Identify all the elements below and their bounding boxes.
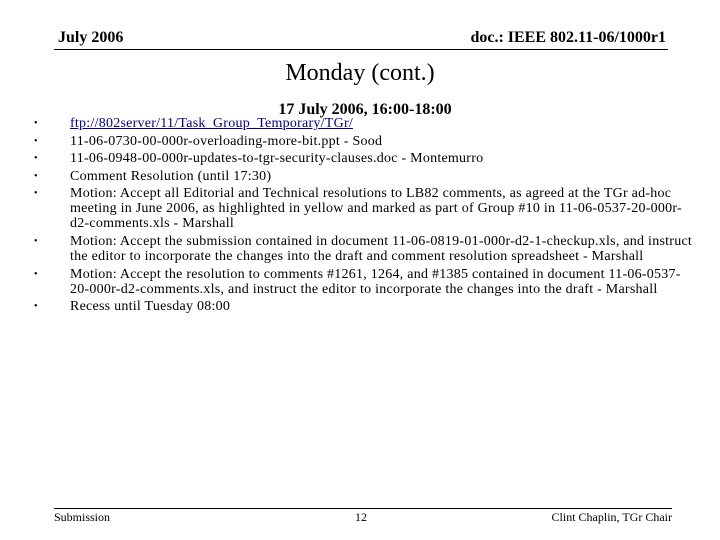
agenda-item-text: Recess until Tuesday 08:00 bbox=[70, 299, 231, 315]
bullet-icon: • bbox=[34, 188, 38, 200]
header-divider bbox=[54, 49, 668, 50]
agenda-item bbox=[34, 234, 694, 264]
bullet-icon: • bbox=[34, 268, 38, 280]
footer-divider bbox=[54, 508, 672, 509]
agenda-item-text: 11-06-0730-00-000r-overloading-more-bit.ppt - Sood bbox=[70, 133, 383, 149]
agenda-item-text: Motion: Accept the submission contained in document 11-06-0819-01-000r-d2-1-checkup.xls, and instruct the editor to incorporate the changes into the draft and comment resolution spreadsheet - Marshall bbox=[70, 233, 693, 264]
agenda-list bbox=[34, 116, 694, 317]
bullet-icon: • bbox=[34, 301, 38, 313]
bullet-icon: • bbox=[34, 135, 38, 147]
footer-page-number: 12 bbox=[355, 510, 367, 524]
agenda-item bbox=[34, 134, 694, 149]
footer-submission: Submission bbox=[54, 510, 111, 524]
bullet-icon: • bbox=[34, 153, 38, 165]
slide-title: Monday (cont.) bbox=[285, 60, 435, 86]
agenda-item bbox=[34, 267, 694, 297]
agenda-item[interactable] bbox=[34, 116, 694, 131]
header-doc-id: doc.: IEEE 802.11-06/1000r1 bbox=[470, 29, 666, 46]
bullet-icon: • bbox=[34, 235, 38, 247]
agenda-item-text: Comment Resolution (until 17:30) bbox=[70, 168, 272, 184]
agenda-item-text: 11-06-0948-00-000r-updates-to-tgr-security-clauses.doc - Montemurro bbox=[70, 151, 484, 167]
agenda-item-text: Motion: Accept the resolution to comments #1261, 1264, and #1385 contained in document 11-06-0537-20-000r-d2-comments.xls, and instruct the editor to incorporate the changes into the draft - Marshall bbox=[70, 266, 681, 297]
agenda-item bbox=[34, 169, 694, 184]
agenda-item bbox=[34, 299, 694, 314]
bullet-icon: • bbox=[34, 118, 38, 129]
agenda-item bbox=[34, 186, 694, 231]
ftp-link[interactable]: ftp://802server/11/Task_Group_Temporary/TGr/ bbox=[70, 116, 354, 131]
header-date: July 2006 bbox=[58, 29, 124, 46]
agenda-item bbox=[34, 151, 694, 166]
slide-subtitle: 17 July 2006, 16:00-18:00 bbox=[278, 101, 452, 118]
agenda-item-text: Motion: Accept all Editorial and Technical resolutions to LB82 comments, as agreed at the TGr ad-hoc meeting in June 2006, as highlighted in yellow and marked as part of Group #10 in 11-06-0537-20-000r-d2-comments.xls - Marshall bbox=[70, 186, 682, 232]
bullet-icon: • bbox=[34, 170, 38, 182]
footer-author: Clint Chaplin, TGr Chair bbox=[551, 510, 672, 524]
